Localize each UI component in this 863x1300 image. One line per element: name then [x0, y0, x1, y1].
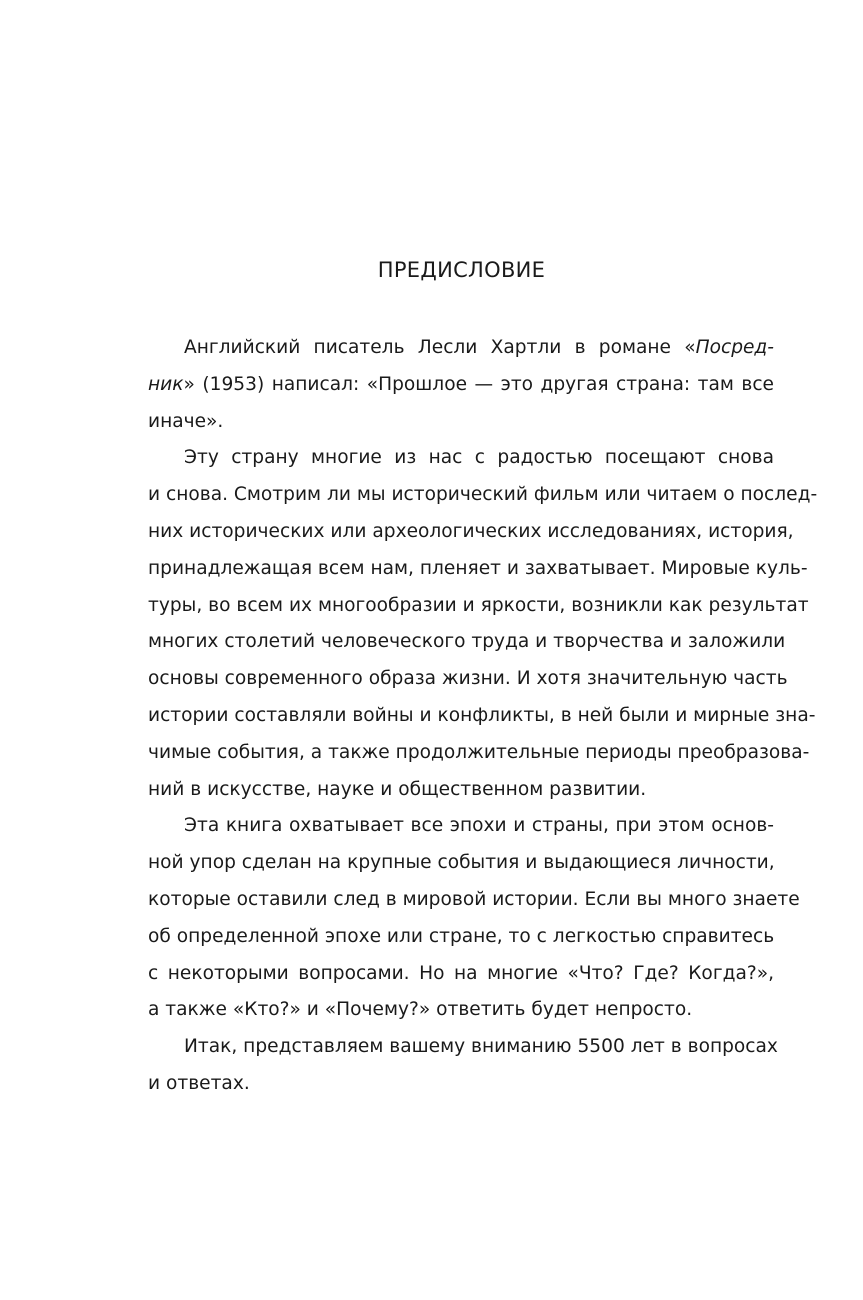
text-line: Эта книга охватывает все эпохи и страны, при этом основ- — [184, 815, 774, 837]
text-line: с некоторыми вопросами. Но на многие «Что? Где? Когда?», — [148, 962, 774, 984]
page-title: ПРЕДИСЛОВИЕ — [377, 258, 546, 282]
text-line: Эту страну многие из нас с радостью посещают снова — [184, 447, 774, 469]
paragraph-2 — [148, 440, 818, 808]
paragraph-3 — [148, 808, 800, 1029]
text-line: которые оставили след в мировой истории. Если вы много знаете — [148, 888, 800, 910]
text-line: а также «Кто?» и «Почему?» ответить будет непросто. — [148, 999, 693, 1021]
preface-body — [148, 330, 818, 1103]
text-line: и снова. Смотрим ли мы исторический фильм или читаем о послед- — [148, 484, 818, 506]
text-line: ной упор сделан на крупные события и выдающиеся личности, — [148, 852, 775, 874]
text-line: и ответах. — [148, 1072, 250, 1094]
text-line: них исторических или археологических исследованиях, история, — [148, 520, 794, 542]
text-line: ник» (1953) написал: «Прошлое — это другая страна: там все — [148, 373, 774, 395]
text-line: истории составляли войны и конфликты, в ней были и мирные зна- — [148, 704, 816, 726]
text-line: туры, во всем их многообразии и яркости, возникли как результат — [148, 594, 809, 616]
text-line: иначе». — [148, 410, 224, 432]
text-line: Итак, представляем вашему вниманию 5500 лет в вопросах — [184, 1036, 778, 1058]
paragraph-4 — [148, 1029, 778, 1103]
text-line: об определенной эпохе или стране, то с легкостью справитесь — [148, 925, 775, 947]
text-line: чимые события, а также продолжительные периоды преобразова- — [148, 741, 810, 763]
text-line: основы современного образа жизни. И хотя значительную часть — [148, 668, 788, 690]
text-line: многих столетий человеческого труда и творчества и заложили — [148, 631, 786, 653]
paragraph-1 — [148, 330, 774, 440]
text-line: принадлежащая всем нам, пленяет и захватывает. Мировые куль- — [148, 557, 808, 579]
text-line: Английский писатель Лесли Хартли в романе «Посред- — [184, 337, 774, 358]
text-line: ний в искусстве, науке и общественном развитии. — [148, 778, 647, 800]
